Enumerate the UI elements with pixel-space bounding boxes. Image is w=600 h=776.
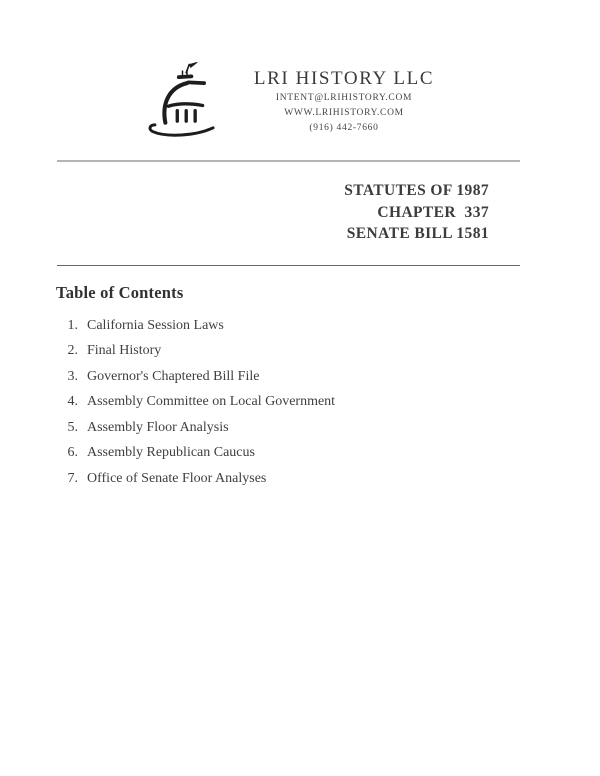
capitol-dome-logo-icon [143, 60, 219, 142]
toc-item-number: 1. [67, 317, 78, 333]
divider-top [57, 160, 520, 162]
toc-item-number: 3. [67, 368, 78, 384]
statutes-line: STATUTES OF 1987 [344, 182, 489, 199]
toc-item-label: Assembly Committee on Local Government [87, 394, 336, 409]
toc-item-number: 5. [67, 419, 78, 435]
toc-item-label: Governor's Chaptered Bill File [87, 368, 260, 384]
divider-bottom [57, 265, 520, 266]
toc-title: Table of Contents [56, 282, 184, 302]
toc-item-number: 7. [67, 470, 78, 486]
case-header [0, 180, 600, 245]
company-website: WWW.LRIHISTORY.COM [284, 108, 404, 118]
toc-item-number: 6. [67, 445, 78, 460]
toc-list [58, 318, 600, 487]
chapter-line: CHAPTER 337 [377, 203, 489, 221]
company-name: LRI HISTORY LLC [253, 68, 435, 89]
bill-line: SENATE BILL 1581 [346, 225, 489, 242]
toc-item [58, 445, 600, 461]
toc-item [58, 394, 600, 410]
toc-item [58, 318, 600, 334]
company-phone: (916) 442-7660 [309, 123, 379, 133]
toc-item-label: Final History [87, 343, 162, 358]
company-email: INTENT@LRIHISTORY.COM [275, 93, 413, 103]
toc-item-number: 2. [67, 343, 78, 358]
toc-item-label: Assembly Republican Caucus [87, 445, 255, 460]
toc-item-label: Office of Senate Floor Analyses [87, 470, 267, 486]
toc-item [58, 369, 600, 385]
toc-item [58, 471, 600, 487]
letterhead [0, 0, 600, 142]
toc-item-label: California Session Laws [87, 317, 224, 333]
toc-item-label: Assembly Floor Analysis [87, 419, 229, 435]
toc-item-number: 4. [67, 394, 78, 409]
letterhead-text [236, 60, 452, 136]
toc-item [58, 420, 600, 436]
toc-item [58, 343, 600, 359]
